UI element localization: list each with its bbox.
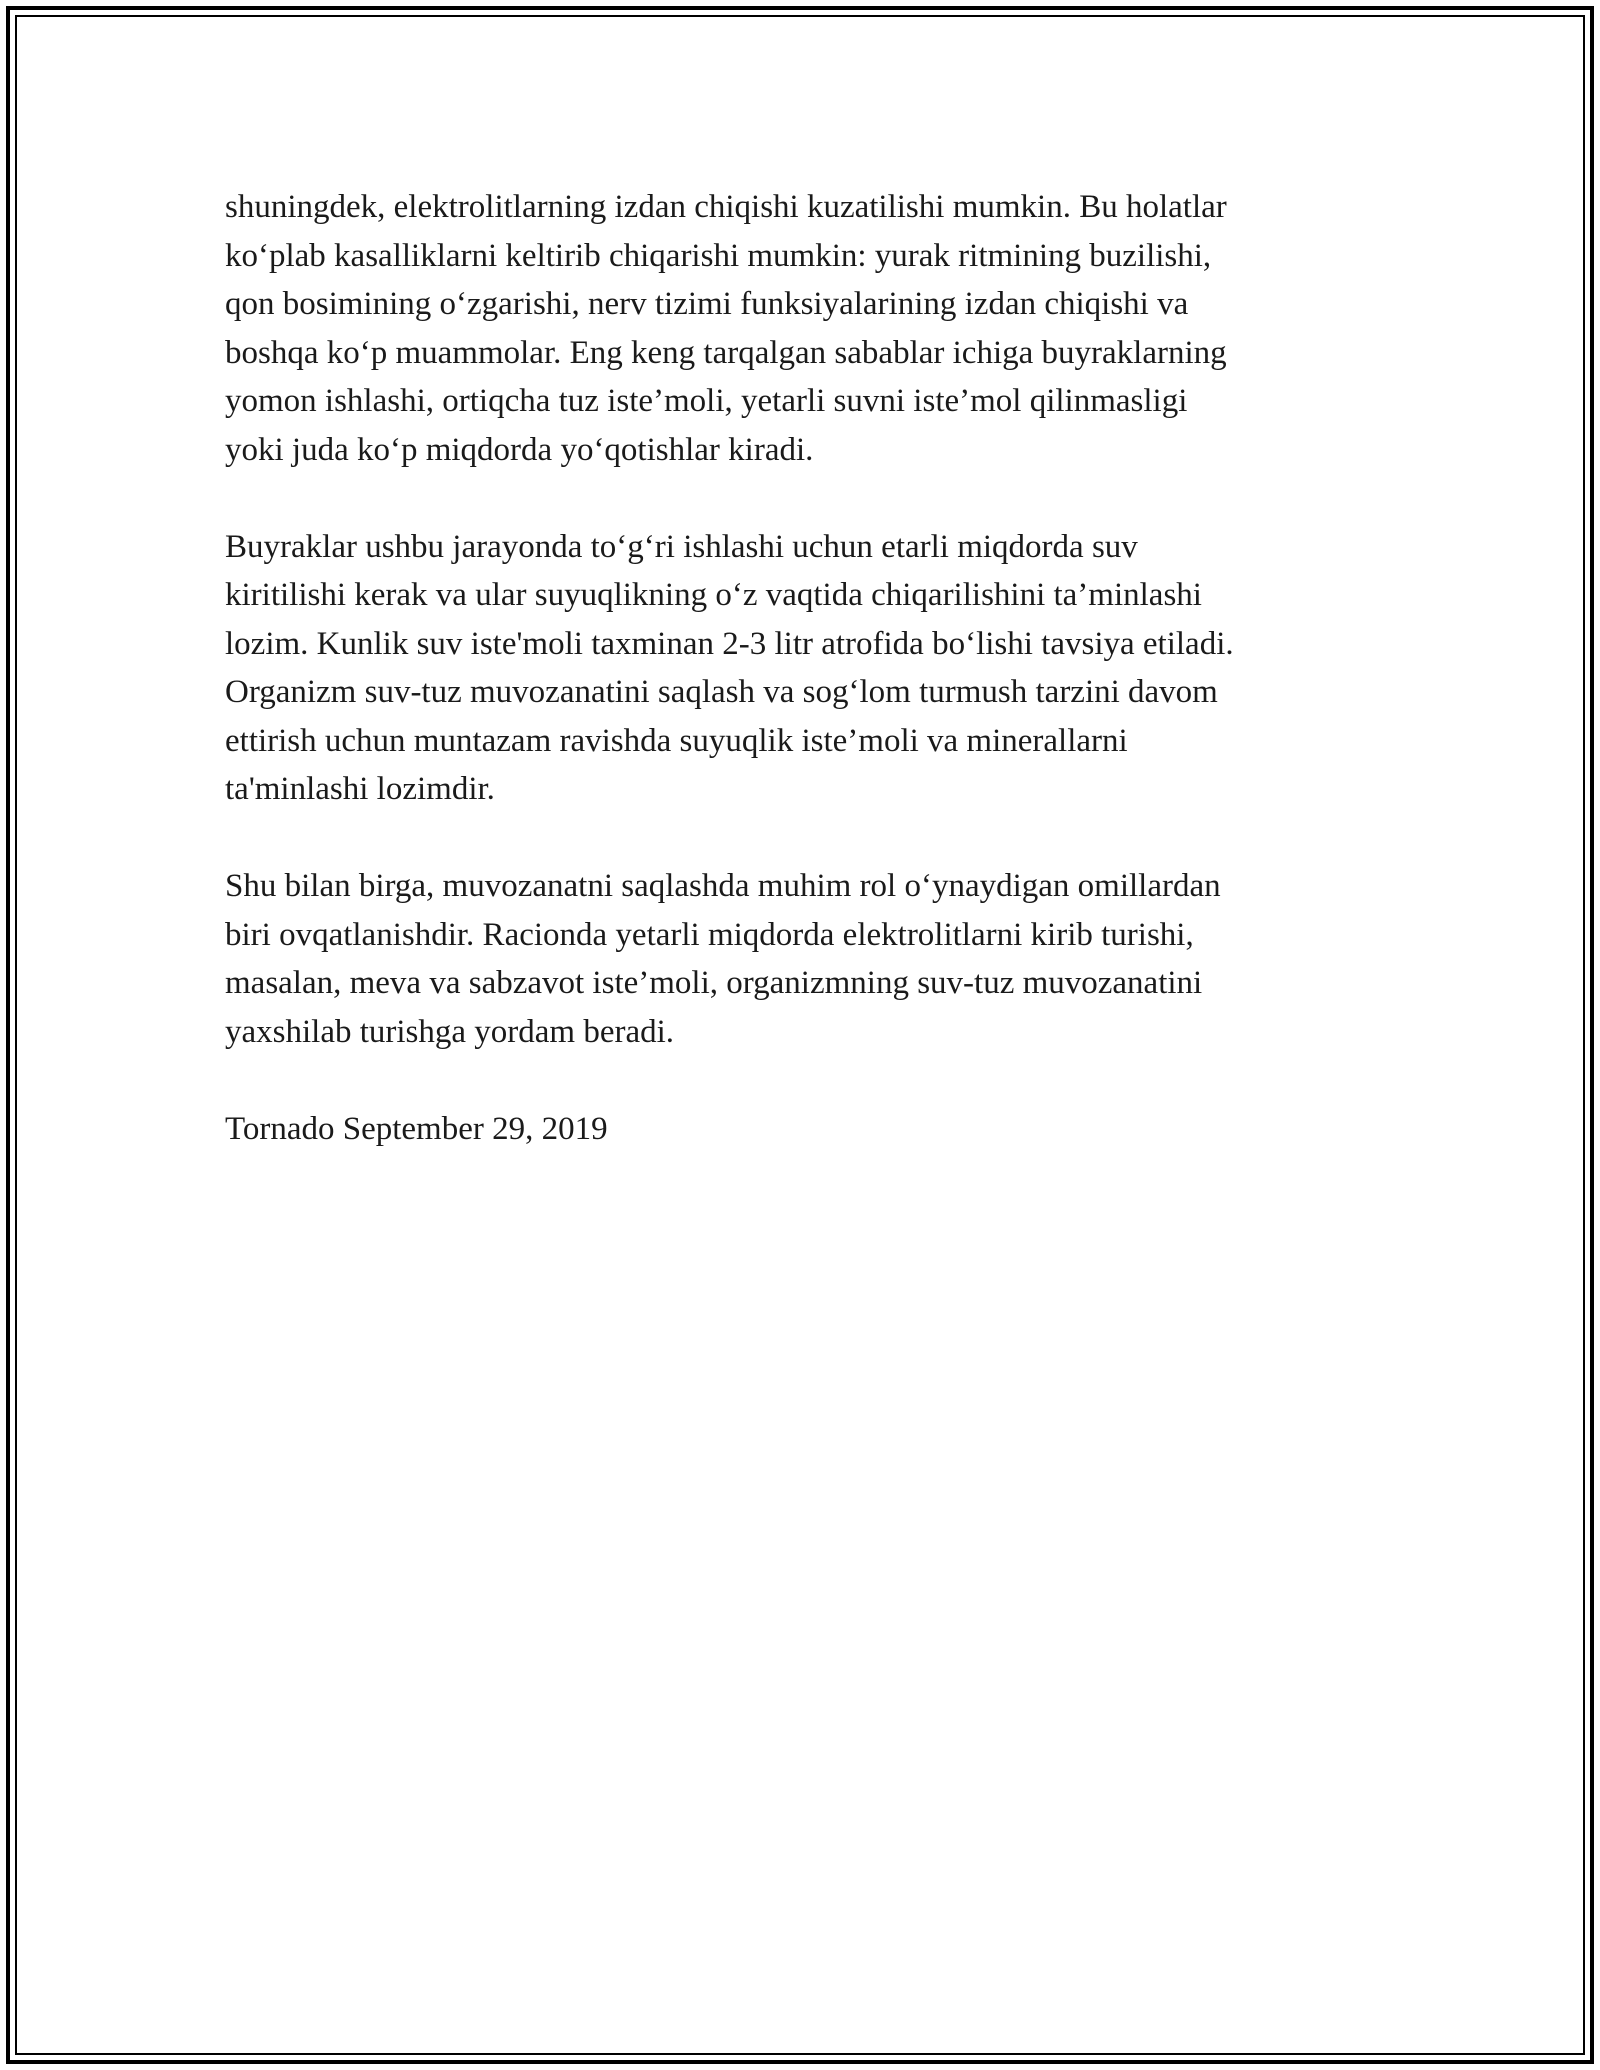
- text-line: masalan, meva va sabzavot iste’moli, organizmning suv-tuz muvozanatini: [225, 965, 1203, 1001]
- text-line: yoki juda ko‘p miqdorda yo‘qotishlar kiradi.: [225, 431, 814, 468]
- text-line: shuningdek, elektrolitlarning izdan chiqishi kuzatilishi mumkin. Bu holatlar: [225, 189, 1227, 225]
- text-line: qon bosimining o‘zgarishi, nerv tizimi funksiyalarining izdan chiqishi va: [225, 286, 1189, 322]
- signature-date: Tornado September 29, 2019: [225, 1110, 608, 1147]
- text-line: ko‘plab kasalliklarni keltirib chiqarishi mumkin: yurak ritmining buzilishi,: [225, 237, 1212, 274]
- text-line: Shu bilan birga, muvozanatni saqlashda muhim rol o‘ynaydigan omillardan: [225, 868, 1221, 904]
- text-line: Organizm suv-tuz muvozanatini saqlash va sog‘lom turmush tarzini davom: [225, 674, 1218, 710]
- paragraph-kidneys: [225, 523, 1395, 814]
- text-line: ta'minlashi lozimdir.: [225, 771, 495, 807]
- text-line: lozim. Kunlik suv iste'moli taxminan 2-3 litr atrofida bo‘lishi tavsiya etiladi.: [225, 625, 1234, 662]
- text-line: biri ovqatlanishdir. Racionda yetarli miqdorda elektrolitlarni kirib turishi,: [225, 916, 1194, 953]
- text-line: yaxshilab turishga yordam beradi.: [225, 1013, 675, 1050]
- text-line: kiritilishi kerak va ular suyuqlikning o‘z vaqtida chiqarilishini ta’minlashi: [225, 577, 1202, 613]
- text-line: Buyraklar ushbu jarayonda to‘g‘ri ishlashi uchun etarli miqdorda suv: [225, 528, 1138, 565]
- text-line: boshqa ko‘p muammolar. Eng keng tarqalgan sabablar ichiga buyraklarning: [225, 334, 1227, 371]
- paragraph-electrolytes: [225, 183, 1395, 474]
- paragraph-nutrition: [225, 862, 1395, 1056]
- document-body: [225, 183, 1395, 1153]
- text-line: yomon ishlashi, ortiqcha tuz iste’moli, yetarli suvni iste’mol qilinmasligi: [225, 383, 1188, 419]
- text-line: ettirish uchun muntazam ravishda suyuqlik iste’moli va minerallarni: [225, 722, 1128, 759]
